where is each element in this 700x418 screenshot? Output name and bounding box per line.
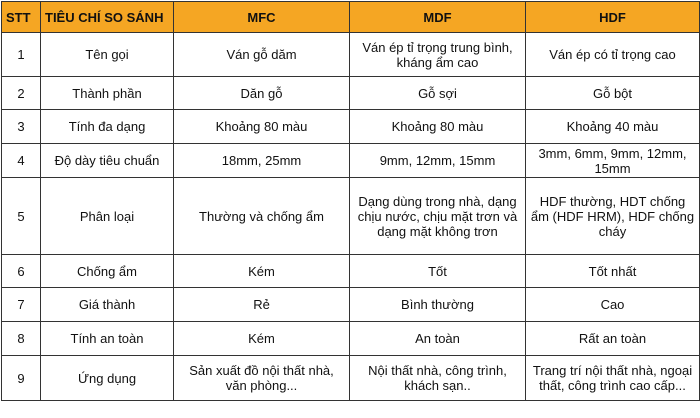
- table-header-row: [2, 2, 700, 33]
- mdf-cell: An toàn: [350, 322, 526, 356]
- criteria-cell: Phân loại: [41, 178, 174, 255]
- criteria-cell: Tính đa dạng: [41, 110, 174, 144]
- mdf-cell: 9mm, 12mm, 15mm: [350, 144, 526, 178]
- hdf-cell: Rất an toàn: [526, 322, 700, 356]
- mfc-cell: 18mm, 25mm: [174, 144, 350, 178]
- header-mdf: MDF: [350, 2, 526, 33]
- mdf-cell: Gỗ sợi: [350, 77, 526, 110]
- mdf-cell: Ván ép tỉ trọng trung bình, kháng ẩm cao: [350, 33, 526, 77]
- table-row: [2, 110, 700, 144]
- stt-cell: 3: [2, 110, 41, 144]
- stt-cell: 7: [2, 288, 41, 322]
- mdf-cell: Nội thất nhà, công trình, khách sạn..: [350, 356, 526, 401]
- hdf-cell: Trang trí nội thất nhà, ngoại thất, công trình cao cấp...: [526, 356, 700, 401]
- table-row: [2, 356, 700, 401]
- stt-cell: 8: [2, 322, 41, 356]
- stt-cell: 2: [2, 77, 41, 110]
- header-stt: STT: [2, 2, 41, 33]
- stt-cell: 5: [2, 178, 41, 255]
- mfc-cell: Kém: [174, 322, 350, 356]
- mfc-cell: Dăn gỗ: [174, 77, 350, 110]
- stt-cell: 1: [2, 33, 41, 77]
- criteria-cell: Thành phần: [41, 77, 174, 110]
- hdf-cell: Khoảng 40 màu: [526, 110, 700, 144]
- table-row: [2, 288, 700, 322]
- stt-cell: 4: [2, 144, 41, 178]
- table-row: [2, 33, 700, 77]
- criteria-cell: Giá thành: [41, 288, 174, 322]
- criteria-cell: Chống ẩm: [41, 255, 174, 288]
- mfc-cell: Ván gỗ dăm: [174, 33, 350, 77]
- comparison-table: [1, 1, 700, 401]
- stt-cell: 6: [2, 255, 41, 288]
- header-hdf: HDF: [526, 2, 700, 33]
- criteria-cell: Tên gọi: [41, 33, 174, 77]
- mdf-cell: Khoảng 80 màu: [350, 110, 526, 144]
- stt-cell: 9: [2, 356, 41, 401]
- mfc-cell: Sản xuất đồ nội thất nhà, văn phòng...: [174, 356, 350, 401]
- hdf-cell: 3mm, 6mm, 9mm, 12mm, 15mm: [526, 144, 700, 178]
- table-row: [2, 322, 700, 356]
- mfc-cell: Khoảng 80 màu: [174, 110, 350, 144]
- table-row: [2, 77, 700, 110]
- criteria-cell: Độ dày tiêu chuẩn: [41, 144, 174, 178]
- mdf-cell: Bình thường: [350, 288, 526, 322]
- mfc-cell: Kém: [174, 255, 350, 288]
- hdf-cell: Cao: [526, 288, 700, 322]
- table-row: [2, 144, 700, 178]
- table-row: [2, 255, 700, 288]
- header-mfc: MFC: [174, 2, 350, 33]
- header-criteria: TIÊU CHÍ SO SÁNH: [41, 2, 174, 33]
- mdf-cell: Tốt: [350, 255, 526, 288]
- hdf-cell: HDF thường, HDT chống ẩm (HDF HRM), HDF chống cháy: [526, 178, 700, 255]
- table-row: [2, 178, 700, 255]
- mfc-cell: Thường và chống ẩm: [174, 178, 350, 255]
- criteria-cell: Tính an toàn: [41, 322, 174, 356]
- hdf-cell: Gỗ bột: [526, 77, 700, 110]
- mfc-cell: Rẻ: [174, 288, 350, 322]
- mdf-cell: Dạng dùng trong nhà, dạng chịu nước, chịu mặt trơn và dạng mặt không trơn: [350, 178, 526, 255]
- hdf-cell: Tốt nhất: [526, 255, 700, 288]
- hdf-cell: Ván ép có tỉ trọng cao: [526, 33, 700, 77]
- criteria-cell: Ứng dụng: [41, 356, 174, 401]
